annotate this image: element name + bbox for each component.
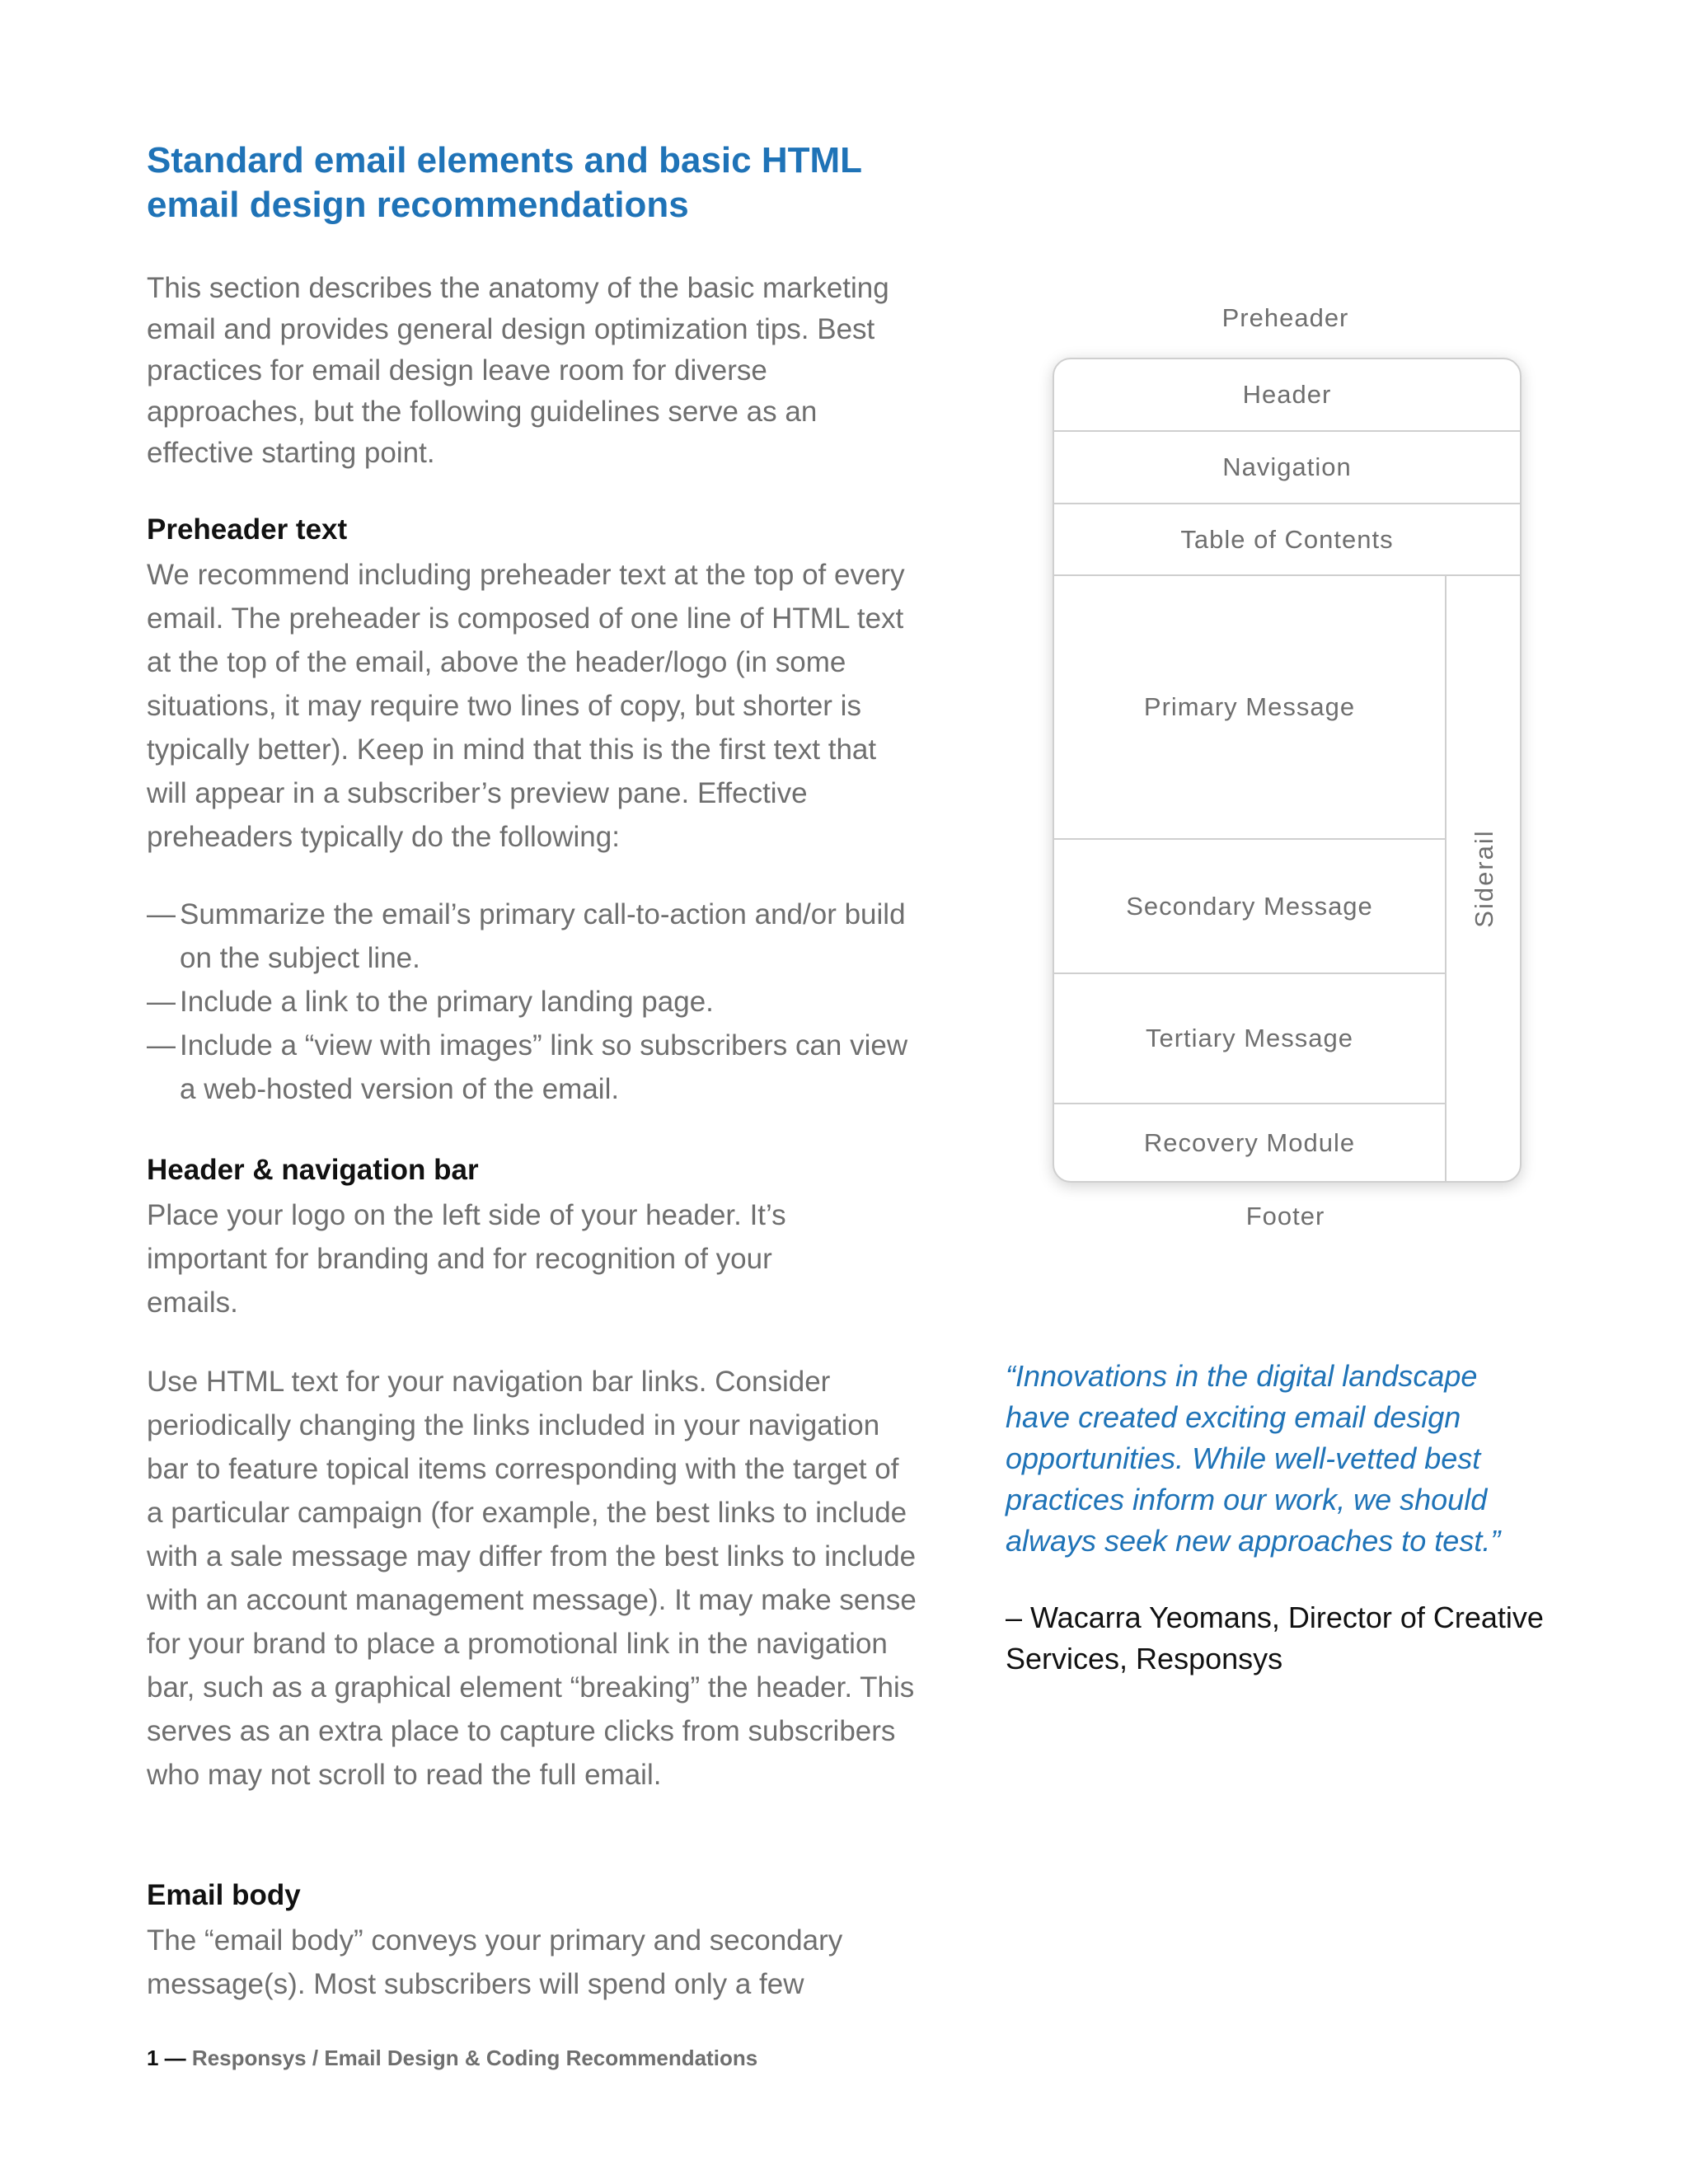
bullet-text: Summarize the email’s primary call-to-action and/or build on the subject line. (180, 898, 906, 974)
preheader-heading: Preheader text (147, 513, 348, 546)
preheader-bullet-list (147, 893, 921, 1111)
header-nav-body-1: Place your logo on the left side of your header. It’s important for branding and for recognition of your emails. (147, 1199, 786, 1319)
quote-attribution: – Wacarra Yeomans, Director of Creative Services, Responsys (1006, 1601, 1544, 1675)
diagram-navigation: Navigation (1054, 432, 1520, 504)
header-nav-body-2: Use HTML text for your navigation bar links. Consider periodically changing the links included in your navigation bar to feature topical items corresponding with the target of a particular campaign (for example, the best links to include with a sale message may differ from the best links to include with an account management message). It may make sense for your brand to place a promotional link in the navigation bar, such as a graphical element “breaking” the header. This serves as an extra place to capture clicks from subscribers who may not scroll to read the full email. (147, 1366, 917, 1791)
diagram-siderail (1445, 575, 1522, 1181)
diagram-secondary-message: Secondary Message (1054, 840, 1445, 974)
email-body-heading: Email body (147, 1879, 301, 1911)
diagram-preheader-label: Preheader (1221, 303, 1349, 332)
page-number: 1 — (147, 2046, 186, 2070)
bullet-dash: — (147, 986, 176, 1018)
diagram-recovery-module: Recovery Module (1143, 1127, 1356, 1157)
diagram-tertiary-message: Tertiary Message (1054, 974, 1445, 1104)
diagram-primary-message: Primary Message (1054, 576, 1445, 840)
bullet-dash: — (147, 898, 176, 930)
footer-text: Responsys / Email Design & Coding Recommendations (191, 2046, 758, 2070)
list-item (147, 1024, 921, 1111)
diagram-header: Header (1054, 359, 1520, 432)
intro-paragraph: This section describes the anatomy of the basic marketing email and provides general design optimization tips. Best practices for email design leave room for diverse approaches, but the following guidelines serve as an effective starting point. (147, 272, 889, 469)
list-item (147, 980, 921, 1024)
preheader-body: We recommend including preheader text at the top of every email. The preheader is composed of one line of HTML text at the top of the email, above the header/logo (in some situations, it may require two lines of copy, but shorter is typically better). Keep in mind that this is the first text that will appear in a subscriber’s preview pane. Effective preheaders typically do the following: (147, 559, 905, 853)
list-item (147, 893, 921, 980)
pull-quote: “Innovations in the digital landscape have created exciting email design opportunities. While well-vetted best practices inform our work, we should always seek new approaches to test.” (1006, 1359, 1501, 1558)
siderail-label: Siderail (1469, 828, 1498, 928)
email-body-text: The “email body” conveys your primary and secondary message(s). Most subscribers will spend only a few (147, 1924, 843, 2000)
header-nav-heading: Header & navigation bar (147, 1154, 479, 1186)
page-footer (147, 2044, 757, 2072)
diagram-footer-label: Footer (1245, 1202, 1325, 1230)
diagram-toc: Table of Contents (1054, 504, 1520, 576)
bullet-dash: — (147, 1029, 176, 1062)
bullet-text: Include a “view with images” link so subscribers can view a web-hosted version of the email. (180, 1029, 908, 1105)
email-anatomy-diagram (1053, 358, 1522, 1183)
bullet-text: Include a link to the primary landing page. (180, 986, 714, 1018)
page-title: Standard email elements and basic HTML email design recommendations (147, 140, 862, 225)
